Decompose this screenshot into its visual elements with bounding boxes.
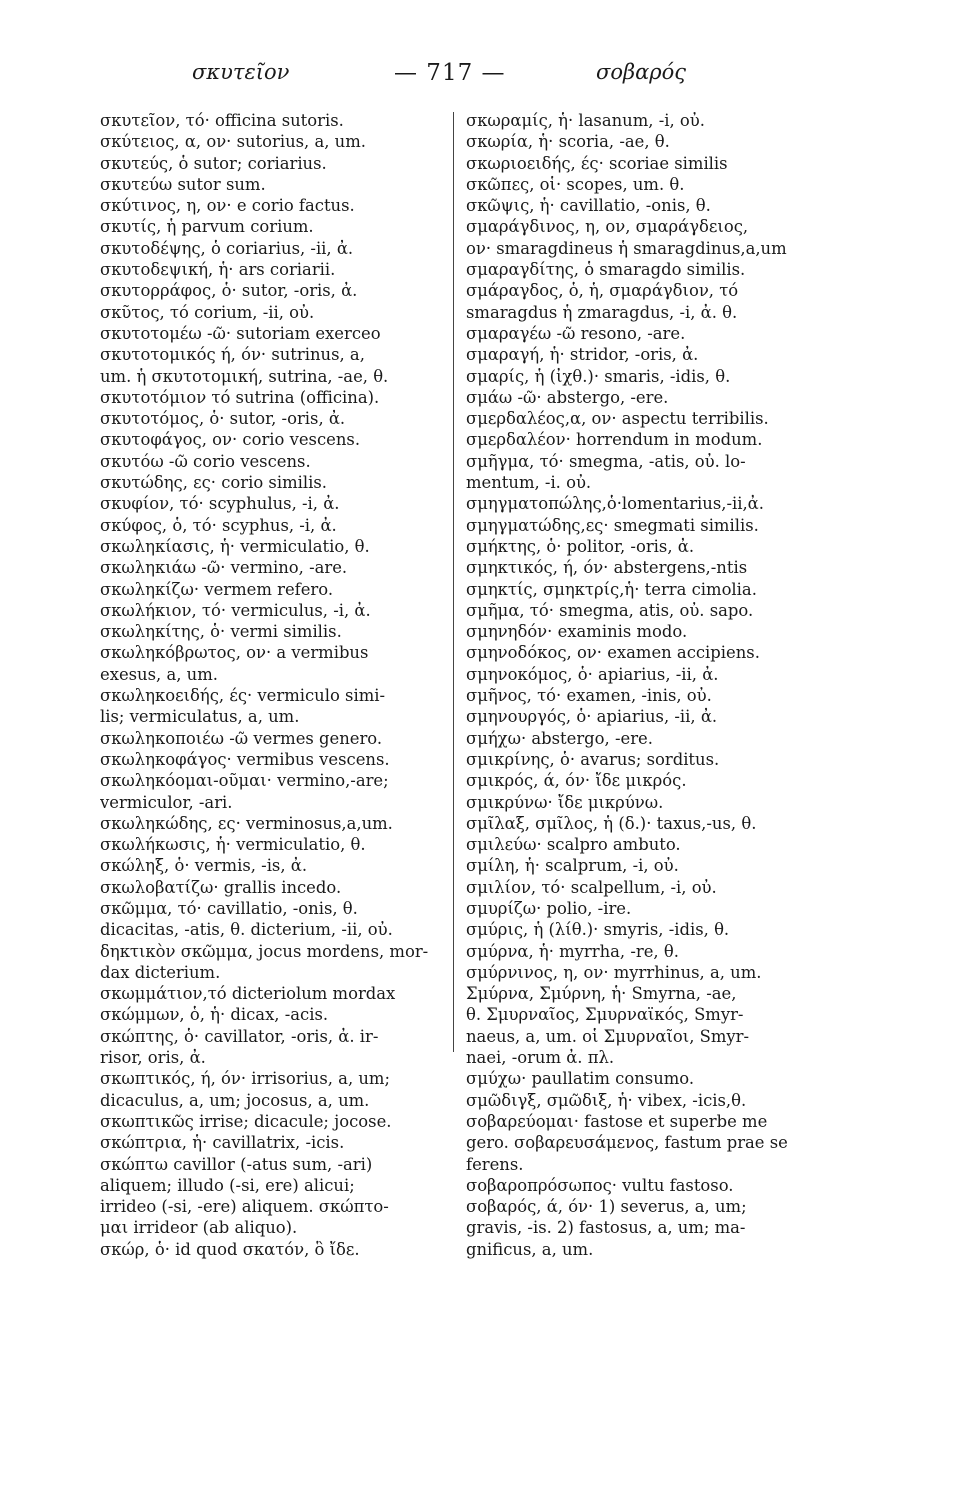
- dictionary-line: σμύρνινος, η, ον· myrrhinus, a, um.: [466, 962, 762, 982]
- right-column: [466, 110, 860, 1260]
- dictionary-line: σκώρ, ὁ· id quod σκατόν, ὃ ἴδε.: [100, 1239, 360, 1259]
- dictionary-line: σκώπτρια, ἡ· cavillatrix, -icis.: [100, 1133, 345, 1153]
- dictionary-line: σμῆμα, τό· smegma, atis, οὐ. sapo.: [466, 600, 754, 620]
- header-right-keyword: σοβαρός: [596, 60, 687, 84]
- dictionary-line: σμῆγμα, τό· smegma, -atis, οὐ. lo-: [466, 451, 746, 471]
- dictionary-line: σκυτεῖον, τό· officina sutoris.: [100, 111, 344, 130]
- dictionary-line: σμικρύνω· ἴδε μικρύνω.: [466, 792, 664, 812]
- dictionary-line: gravis, -is. 2) fastosus, a, um; ma-: [466, 1218, 746, 1238]
- dictionary-line: σκυφίον, τό· scyphulus, -i, ἀ.: [100, 494, 340, 514]
- dictionary-line: σκωλήκωσις, ἡ· vermiculatio, θ.: [100, 835, 366, 855]
- dictionary-line: σκωραμίς, ἡ· lasanum, -i, οὐ.: [466, 111, 705, 130]
- dictionary-line: σκυτοτομικός ή, όν· sutrinus, a,: [100, 345, 365, 365]
- dictionary-line: σμερδαλέος,α, ον· aspectu terribilis.: [466, 409, 769, 429]
- dictionary-line: σμικρός, ά, όν· ἴδε μικρός.: [466, 771, 687, 791]
- dictionary-line: σκώμμων, ὁ, ἡ· dicax, -acis.: [100, 1005, 329, 1025]
- dictionary-line: σκύτειος, α, ον· sutorius, a, um.: [100, 132, 366, 152]
- dictionary-line: σκωληκιάω -ῶ· vermino, -are.: [100, 558, 348, 578]
- dictionary-line: σκωριοειδής, ές· scoriae similis: [466, 153, 728, 173]
- dictionary-line: σκῦτος, τό corium, -ii, οὐ.: [100, 302, 315, 322]
- dictionary-line: σμυρίζω· polio, -ire.: [466, 898, 632, 918]
- header-left-keyword: σκυτεῖον: [192, 60, 290, 84]
- dictionary-line: aliquem; illudo (-si, ere) alicui;: [100, 1175, 355, 1195]
- dictionary-line: σκωληκοποιέω -ῶ vermes genero.: [100, 728, 383, 748]
- dictionary-line: σκυτορράφος, ὁ· sutor, -oris, ἀ.: [100, 281, 358, 301]
- dictionary-line: σμιλίον, τό· scalpellum, -i, οὐ.: [466, 877, 717, 897]
- dictionary-line: σμύχω· paullatim consumo.: [466, 1069, 695, 1089]
- dictionary-line: dicacitas, -atis, θ. dicterium, -ii, οὐ.: [100, 920, 393, 940]
- dictionary-line: σκυτώδης, ες· corio similis.: [100, 473, 327, 493]
- dictionary-line: exesus, a, um.: [100, 664, 218, 684]
- dictionary-line: σκώπτης, ὁ· cavillator, -oris, ἀ. ir-: [100, 1026, 379, 1046]
- dictionary-line: σκωληκοειδής, ές· vermiculo simi-: [100, 686, 386, 706]
- dictionary-line: σκωληκώδης, ες· verminosus,a,um.: [100, 813, 393, 833]
- dictionary-line: ferens.: [466, 1154, 524, 1174]
- dictionary-line: σκύτινος, η, ον· e corio factus.: [100, 196, 355, 216]
- dictionary-line: risor, oris, ἀ.: [100, 1048, 206, 1068]
- dictionary-line: σμύρνα, ἡ· myrrha, -re, θ.: [466, 941, 679, 961]
- dictionary-line: σμηκτικός, ή, όν· abstergens,-ntis: [466, 558, 748, 578]
- dictionary-line: lis; vermiculatus, a, um.: [100, 707, 300, 727]
- dictionary-line: σκώπτω cavillor (-atus sum, -ari): [100, 1154, 373, 1174]
- dictionary-line: σμερδαλέον· horrendum in modum.: [466, 430, 763, 450]
- dictionary-line: σμηγματοπώλης,ὁ·lomentarius,-ii,ἀ.: [466, 494, 764, 514]
- dictionary-line: σμύρις, ἡ (λίθ.)· smyris, -idis, θ.: [466, 920, 730, 940]
- dictionary-line: Σμύρνα, Σμύρνη, ἡ· Smyrna, -ae,: [466, 984, 737, 1004]
- dictionary-line: σκυτοφάγος, ον· corio vescens.: [100, 430, 361, 450]
- dictionary-line: σκυτοδεψική, ἡ· ars coriarii.: [100, 260, 336, 280]
- dictionary-line: gero. σοβαρευσάμενος, fastum prae se: [466, 1133, 788, 1153]
- dictionary-line: σκωπτικός, ή, όν· irrisorius, a, um;: [100, 1069, 390, 1089]
- dictionary-line: σοβαρός, ά, όν· 1) severus, a, um;: [466, 1197, 747, 1217]
- dictionary-line: σκωληκόβρωτος, ον· a vermibus: [100, 643, 369, 663]
- dictionary-line: σκῶψις, ἡ· cavillatio, -onis, θ.: [466, 196, 711, 216]
- dictionary-line: σμαραγέω -ῶ resono, -are.: [466, 323, 686, 343]
- dictionary-line: σμῖλαξ, σμῖλος, ἡ (δ.)· taxus,-us, θ.: [466, 813, 757, 833]
- dictionary-line: σκυτοτόμιον τό sutrina (officina).: [100, 387, 380, 407]
- dictionary-line: σμαρίς, ἡ (ἰχθ.)· smaris, -idis, θ.: [466, 366, 731, 386]
- dictionary-line: σκυτεύω sutor sum.: [100, 174, 266, 194]
- dictionary-line: σμηνηδόν· examinis modo.: [466, 622, 688, 642]
- dictionary-line: σμάραγδος, ὁ, ἡ, σμαράγδιον, τό: [466, 281, 739, 301]
- dictionary-line: σμηγματώδης,ες· smegmati similis.: [466, 515, 759, 535]
- dictionary-line: σμήχω· abstergo, -ere.: [466, 728, 653, 748]
- dictionary-line: δηκτικὸν σκῶμμα, jocus mordens, mor-: [100, 941, 429, 961]
- dictionary-line: σκωλήκιον, τό· vermiculus, -i, ἀ.: [100, 600, 371, 620]
- dictionary-line: σκωπτικῶς irrise; dicacule; jocose.: [100, 1111, 392, 1131]
- dictionary-line: σκύφος, ὁ, τό· scyphus, -i, ἀ.: [100, 515, 337, 535]
- dictionary-line: σμηνοκόμος, ὁ· apiarius, -ii, ἀ.: [466, 664, 719, 684]
- dictionary-line: σκυτοτόμος, ὁ· sutor, -oris, ἀ.: [100, 409, 346, 429]
- dictionary-line: vermiculor, -ari.: [100, 792, 233, 812]
- dictionary-line: σμῆνος, τό· examen, -inis, οὐ.: [466, 686, 712, 706]
- dictionary-line: σοβαρεύομαι· fastose et superbe me: [466, 1111, 768, 1131]
- dictionary-line: σμαραγδίτης, ὁ smaragdo similis.: [466, 260, 746, 280]
- dictionary-line: σμαραγή, ἡ· stridor, -oris, ἀ.: [466, 345, 699, 365]
- dictionary-line: σμηνοδόκος, ον· examen accipiens.: [466, 643, 760, 663]
- dictionary-line: σοβαροπρόσωπος· vultu fastoso.: [466, 1175, 734, 1195]
- left-column: [100, 110, 462, 1260]
- dictionary-line: σκωλοβατίζω· grallis incedo.: [100, 877, 342, 897]
- dictionary-line: σμηκτίς, σμηκτρίς,ἡ· terra cimolia.: [466, 579, 757, 599]
- dictionary-line: naeus, a, um. οἱ Σμυρναῖοι, Smyr-: [466, 1026, 750, 1046]
- dictionary-line: σμίλη, ἡ· scalprum, -i, οὐ.: [466, 856, 679, 876]
- dictionary-line: σμάω -ῶ· abstergo, -ere.: [466, 387, 669, 407]
- dictionary-line: σκωληκόομαι-οῦμαι· vermino,-are;: [100, 771, 389, 791]
- dictionary-line: σκωληκίζω· vermem refero.: [100, 579, 334, 599]
- dictionary-line: σμικρίνης, ὁ· avarus; sorditus.: [466, 749, 720, 769]
- dictionary-line: μαι irrideor (ab aliquo).: [100, 1218, 298, 1238]
- dictionary-line: σκυτοτομέω -ῶ· sutoriam exerceo: [100, 323, 381, 343]
- dictionary-line: σκυτίς, ἡ parvum corium.: [100, 217, 314, 237]
- dictionary-line: naei, -orum ἀ. πλ.: [466, 1048, 615, 1068]
- dictionary-line: σκωμμάτιον,τό dicteriolum mordax: [100, 984, 396, 1004]
- dictionary-line: ον· smaragdineus ἡ smaragdinus,a,um: [466, 238, 787, 258]
- dictionary-line: σκωρία, ἡ· scoria, -ae, θ.: [466, 132, 670, 152]
- dictionary-line: dax dicterium.: [100, 962, 221, 982]
- dictionary-line: σκωληκίασις, ἡ· vermiculatio, θ.: [100, 536, 370, 556]
- dictionary-line: smaragdus ἡ zmaragdus, -i, ἀ. θ.: [466, 302, 738, 322]
- dictionary-line: σμιλεύω· scalpro ambuto.: [466, 835, 681, 855]
- dictionary-line: σκυτόω -ῶ corio vescens.: [100, 451, 311, 471]
- dictionary-line: σμηνουργός, ὁ· apiarius, -ii, ἀ.: [466, 707, 718, 727]
- dictionary-line: σμῶδιγξ, σμῶδιξ, ἡ· vibex, -icis,θ.: [466, 1090, 747, 1110]
- dictionary-line: σκῶπες, οἱ· scopes, um. θ.: [466, 174, 685, 194]
- dictionary-line: dicaculus, a, um; jocosus, a, um.: [100, 1090, 370, 1110]
- dictionary-line: σκυτοδέψης, ὁ coriarius, -ii, ἀ.: [100, 238, 354, 258]
- dictionary-line: mentum, -i. οὐ.: [466, 473, 592, 493]
- dictionary-line: gnificus, a, um.: [466, 1239, 594, 1259]
- page-header: [0, 60, 974, 96]
- dictionary-line: σκωληκίτης, ὁ· vermi similis.: [100, 622, 342, 642]
- dictionary-line: σμαράγδινος, η, ον, σμαράγδειος,: [466, 217, 749, 237]
- dictionary-line: σκυτεύς, ὁ sutor; coriarius.: [100, 153, 327, 173]
- dictionary-line: σκώληξ, ὁ· vermis, -is, ἀ.: [100, 856, 308, 876]
- dictionary-line: θ. Σμυρναῖος, Σμυρναϊκός, Smyr-: [466, 1005, 744, 1025]
- dictionary-line: σκῶμμα, τό· cavillatio, -onis, θ.: [100, 898, 358, 918]
- dictionary-line: σκωληκοφάγος· vermibus vescens.: [100, 749, 390, 769]
- dictionary-line: σμήκτης, ὁ· politor, -oris, ἀ.: [466, 536, 695, 556]
- page-number: — 717 —: [394, 60, 506, 86]
- dictionary-line: um. ἡ σκυτοτομική, sutrina, -ae, θ.: [100, 366, 389, 386]
- dictionary-line: irrideo (-si, -ere) aliquem. σκώπτο-: [100, 1197, 389, 1217]
